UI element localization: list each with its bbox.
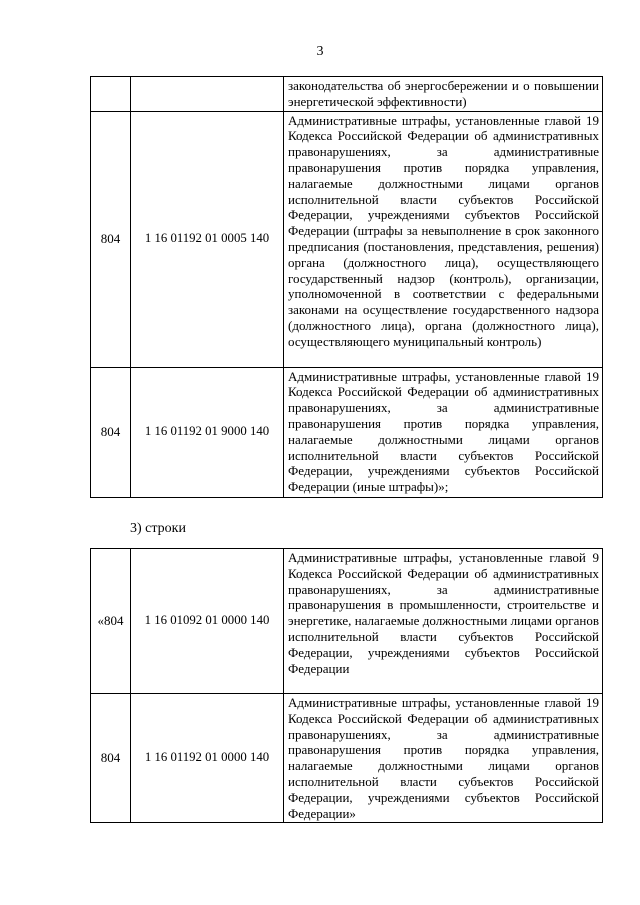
description-text: Административные штрафы, установленные главой 19 Кодекса Российской Федерации об административных правонарушениях, за административные правонарушения против порядка управления, налагаемые должностными лицами органов исполнительной власти субъектов Российской Федерации, учреждениями субъектов Российской Федерации (иные штрафы)»; — [288, 368, 599, 495]
description-text: Административные штрафы, установленные главой 19 Кодекса Российской Федерации об административных правонарушениях, за административные правонарушения против порядка управления, налагаемые должностными лицами органов исполнительной власти субъектов Российской Федерации, учреждениями субъектов Российской Федерации (штрафы за невыполнение в срок законного предписания (постановления, представления, решения) органа (должностного лица), осуществляющего государственный надзор (контроль), организации, уполномоченной в соответствии с федеральными законами на осуществление государственного надзора (должностного лица), органа (должностного лица), осуществляющего муниципальный контроль) — [288, 112, 599, 349]
budget-codes-table-continued — [90, 76, 603, 498]
description-cell — [284, 549, 603, 694]
kbk-code-cell — [131, 77, 284, 112]
admin-code-cell: 804 — [91, 367, 131, 497]
table-row — [91, 367, 603, 497]
table-row — [91, 694, 603, 823]
admin-code-cell: 804 — [91, 694, 131, 823]
table-row — [91, 549, 603, 694]
description-text: Административные штрафы, установленные главой 9 Кодекса Российской Федерации об административных правонарушениях, за административные правонарушения в промышленности, строительстве и энергетике, налагаемые должностными лицами органов исполнительной власти субъектов Российской Федерации, учреждениями субъектов Российской Федерации — [288, 550, 599, 676]
table-row — [91, 77, 603, 112]
description-cell — [284, 111, 603, 367]
admin-code-cell: 804 — [91, 111, 131, 367]
table-row — [91, 111, 603, 367]
budget-codes-table — [90, 548, 603, 823]
kbk-code-cell: 1 16 01192 01 0000 140 — [131, 694, 284, 823]
section-caption: 3) строки — [130, 521, 186, 536]
kbk-code-cell: 1 16 01192 01 0005 140 — [131, 111, 284, 367]
admin-code-cell — [91, 77, 131, 112]
description-text: законодательства об энергосбережении и о повышении энергетической эффективности) — [288, 78, 599, 109]
admin-code-cell: «804 — [91, 549, 131, 694]
description-cell — [284, 77, 603, 112]
kbk-code-cell: 1 16 01092 01 0000 140 — [131, 549, 284, 694]
kbk-code-cell: 1 16 01192 01 9000 140 — [131, 367, 284, 497]
description-text: Административные штрафы, установленные главой 19 Кодекса Российской Федерации об административных правонарушениях, за административные правонарушения против порядка управления, налагаемые должностными лицами органов исполнительной власти субъектов Российской Федерации, учреждениями субъектов Российской Федерации» — [288, 695, 599, 821]
page-number: 3 — [316, 44, 324, 59]
description-cell — [284, 367, 603, 497]
description-cell — [284, 694, 603, 823]
